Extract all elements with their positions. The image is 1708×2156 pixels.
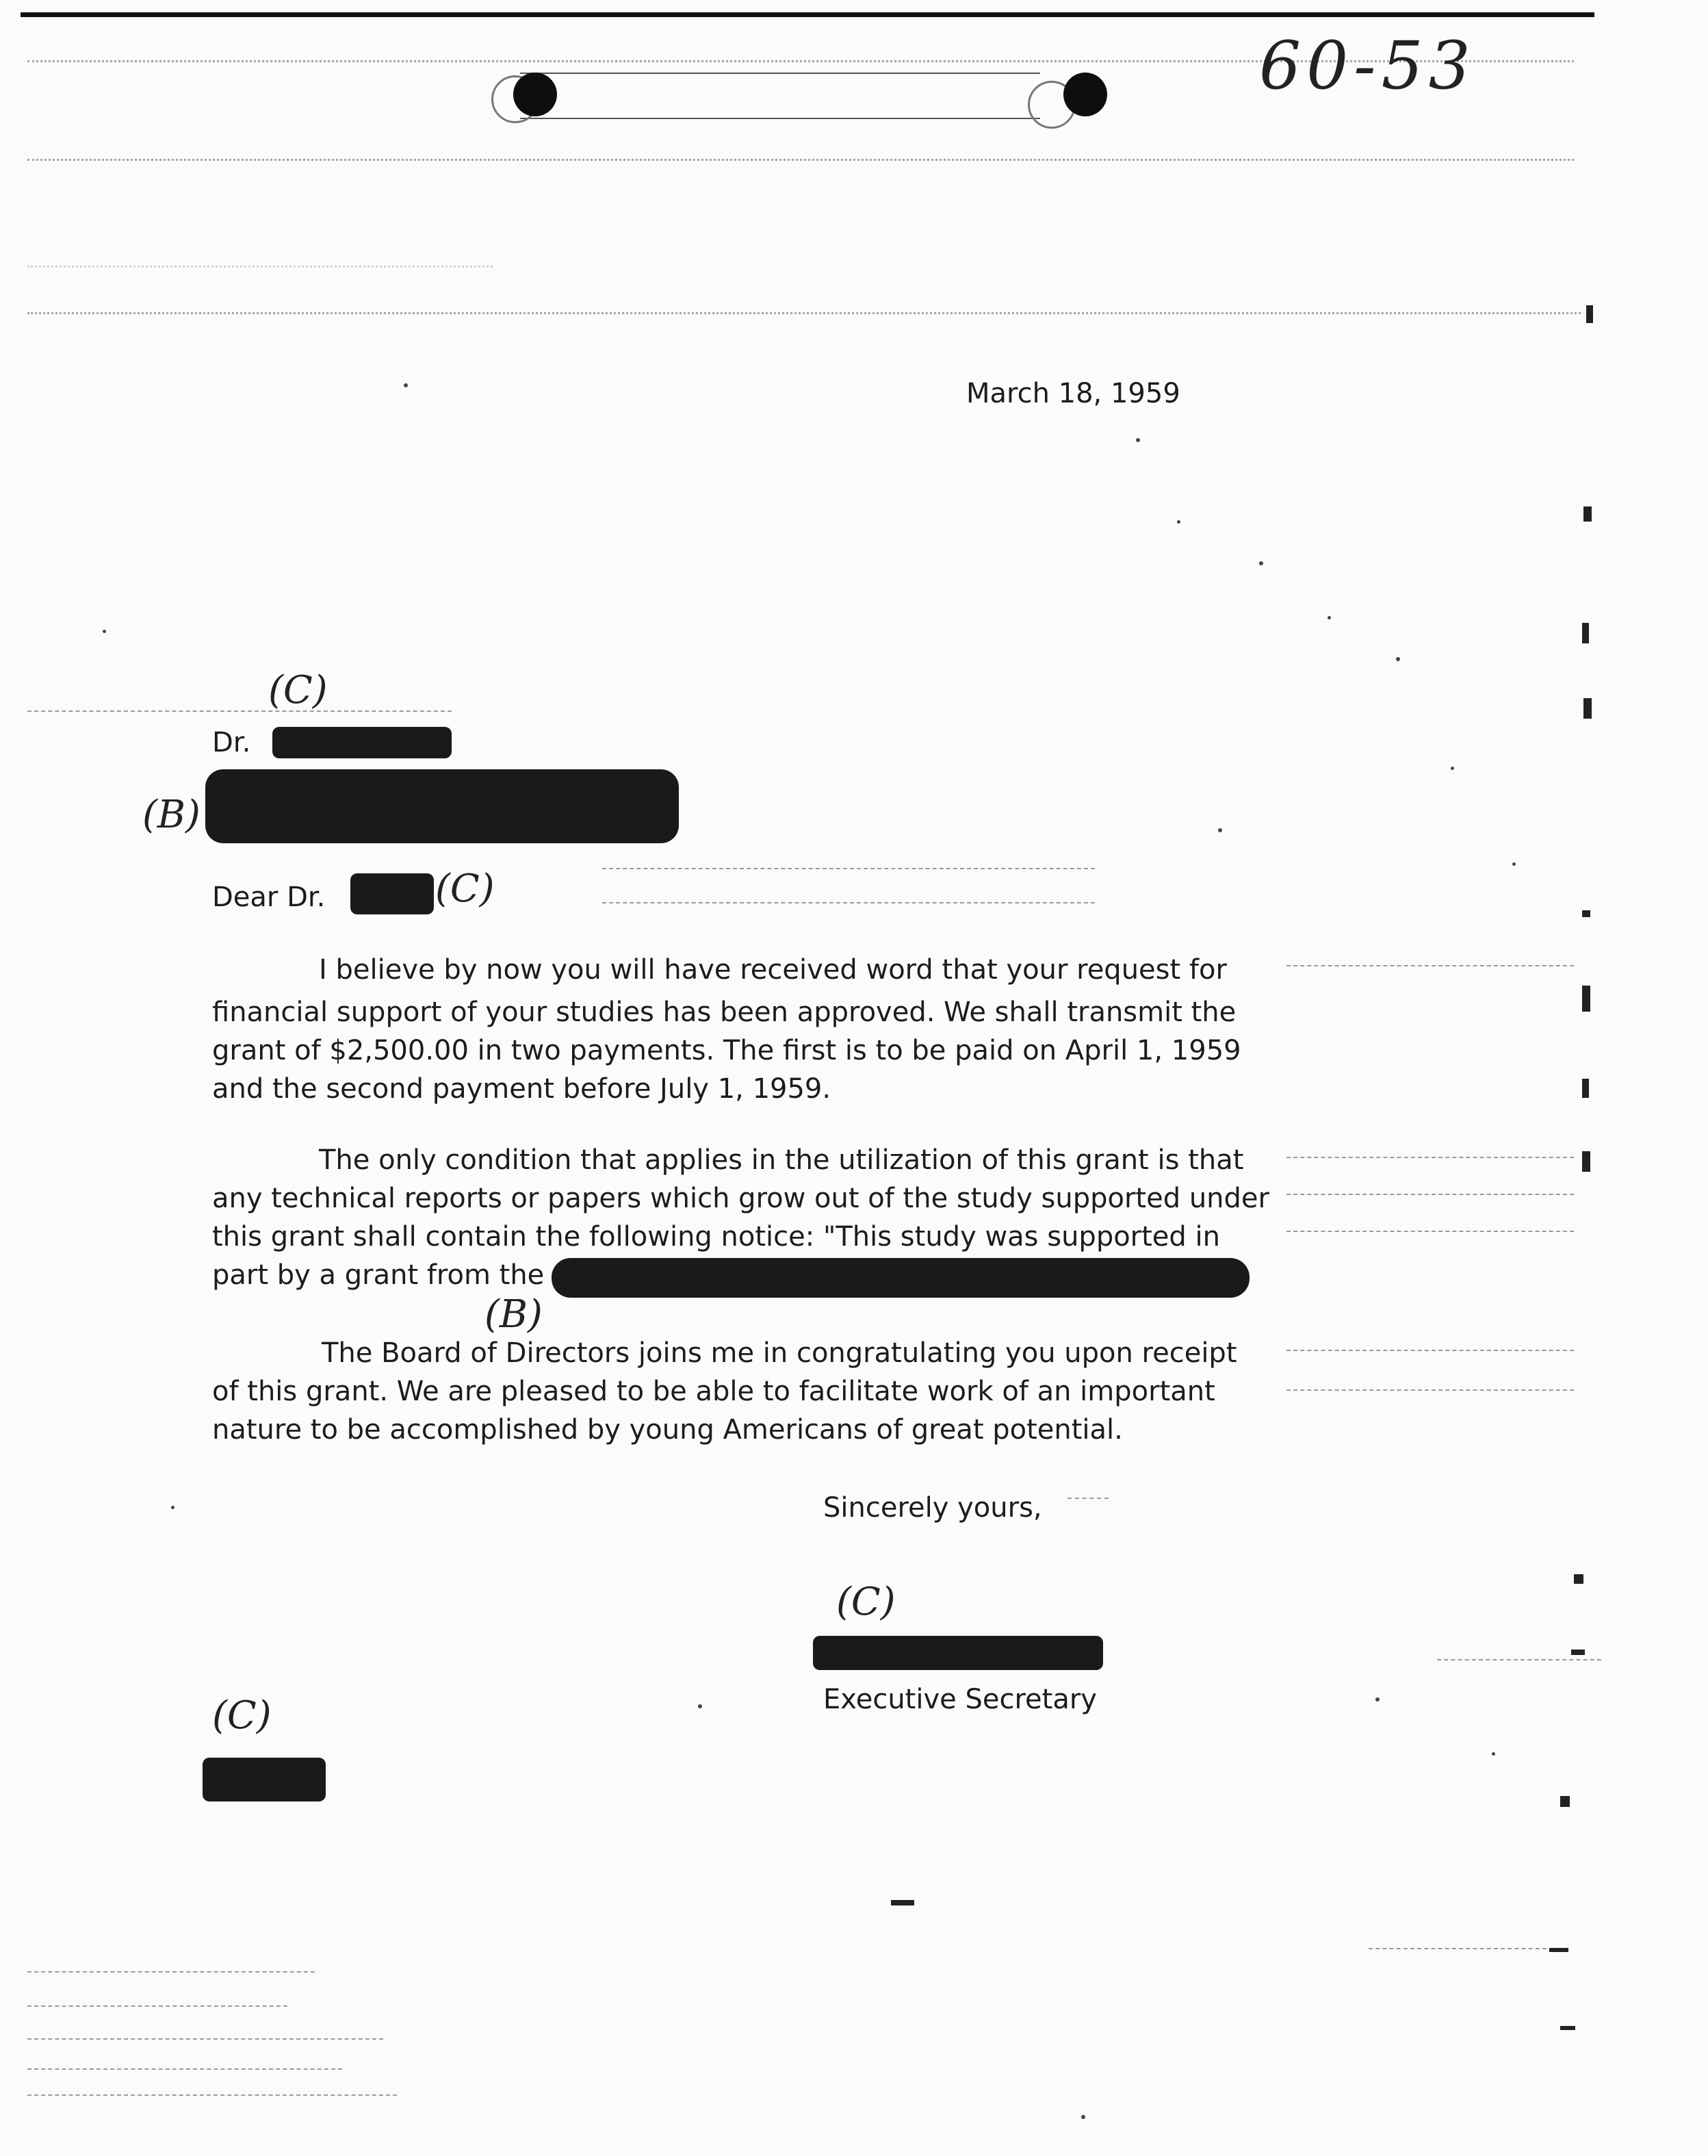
margin-mark — [1583, 506, 1592, 522]
redaction-grantor — [552, 1258, 1250, 1298]
margin-mark — [1586, 305, 1593, 323]
margin-mark — [1583, 698, 1592, 719]
margin-mark — [1582, 910, 1590, 917]
address-prefix: Dr. — [212, 727, 251, 758]
speckle-line — [27, 266, 493, 268]
margin-mark — [891, 1900, 914, 1905]
body-line: grant of $2,500.00 in two payments. The first is to be paid on April 1, 1959 — [212, 1035, 1241, 1066]
margin-mark — [1582, 1151, 1590, 1172]
body-line: nature to be accomplished by young Americans of great potential. — [212, 1414, 1123, 1446]
faint-rule — [602, 868, 1095, 869]
faint-rule — [27, 2094, 397, 2096]
exemption-mark: (C) — [212, 1693, 272, 1738]
speck — [1218, 828, 1222, 832]
speck — [1451, 767, 1454, 770]
faint-rule — [27, 2068, 342, 2070]
punch-hole — [1063, 73, 1107, 116]
faint-rule — [1286, 1389, 1574, 1391]
body-line: financial support of your studies has been approved. We shall transmit the — [212, 997, 1237, 1028]
exemption-mark: (C) — [268, 668, 328, 713]
letter-date: March 18, 1959 — [966, 378, 1180, 409]
exemption-mark: (C) — [435, 867, 495, 911]
speck — [1136, 438, 1140, 442]
speck — [1492, 1752, 1495, 1756]
faint-rule — [27, 2005, 287, 2007]
speck — [103, 630, 106, 633]
salutation-prefix: Dear Dr. — [212, 882, 326, 913]
faint-rule — [27, 2038, 383, 2040]
faint-rule — [27, 710, 452, 712]
binder-line — [520, 118, 1040, 119]
margin-mark — [1560, 2026, 1575, 2030]
speck — [1396, 657, 1400, 661]
margin-mark — [1582, 1079, 1589, 1098]
body-line: and the second payment before July 1, 1959. — [212, 1073, 831, 1105]
exemption-mark: (C) — [836, 1580, 896, 1624]
speck — [698, 1704, 702, 1708]
speckle-line — [27, 312, 1581, 314]
margin-mark — [1582, 623, 1589, 643]
faint-rule — [1369, 1948, 1547, 1949]
speck — [1177, 520, 1180, 524]
speck — [1328, 616, 1331, 619]
speck — [1375, 1697, 1380, 1702]
speck — [171, 1506, 174, 1509]
closing: Sincerely yours, — [823, 1492, 1042, 1524]
signer-title: Executive Secretary — [823, 1684, 1097, 1715]
speck — [1512, 862, 1516, 866]
margin-mark — [1549, 1948, 1568, 1952]
exemption-mark: (B) — [484, 1292, 543, 1337]
speckle-line — [27, 159, 1574, 161]
faint-rule — [1286, 1194, 1574, 1195]
redaction-name — [272, 727, 452, 758]
binder-line — [520, 73, 1040, 74]
faint-rule — [1286, 1157, 1574, 1158]
body-line: any technical reports or papers which grow out of the study supported under — [212, 1183, 1269, 1214]
redaction-initials — [203, 1758, 326, 1801]
body-line: The Board of Directors joins me in congratulating you upon receipt — [322, 1337, 1237, 1369]
faint-rule — [1286, 1350, 1574, 1351]
body-line: The only condition that applies in the utilization of this grant is that — [319, 1144, 1244, 1176]
body-line: this grant shall contain the following notice: "This study was supported in — [212, 1221, 1220, 1253]
exemption-mark: (B) — [142, 793, 200, 837]
speck — [404, 383, 408, 387]
speck — [1259, 561, 1263, 565]
margin-mark — [1582, 986, 1590, 1012]
body-line: of this grant. We are pleased to be able to facilitate work of an important — [212, 1376, 1215, 1407]
top-rule — [21, 12, 1594, 17]
faint-rule — [1286, 965, 1574, 966]
margin-mark — [1560, 1796, 1570, 1807]
margin-mark — [1574, 1574, 1583, 1584]
redaction-address — [205, 769, 679, 843]
redaction-signature — [813, 1636, 1103, 1670]
punch-hole — [513, 73, 557, 116]
faint-rule — [1068, 1498, 1109, 1499]
speck — [1081, 2115, 1085, 2119]
body-line: part by a grant from the — [212, 1259, 545, 1291]
margin-mark — [1571, 1650, 1585, 1655]
faint-rule — [1437, 1659, 1601, 1660]
faint-rule — [27, 1971, 315, 1973]
redaction-salutation — [350, 873, 434, 914]
faint-rule — [1286, 1231, 1574, 1232]
file-number: 60-53 — [1259, 27, 1476, 104]
faint-rule — [602, 902, 1095, 903]
body-line: I believe by now you will have received word that your request for — [319, 954, 1227, 986]
